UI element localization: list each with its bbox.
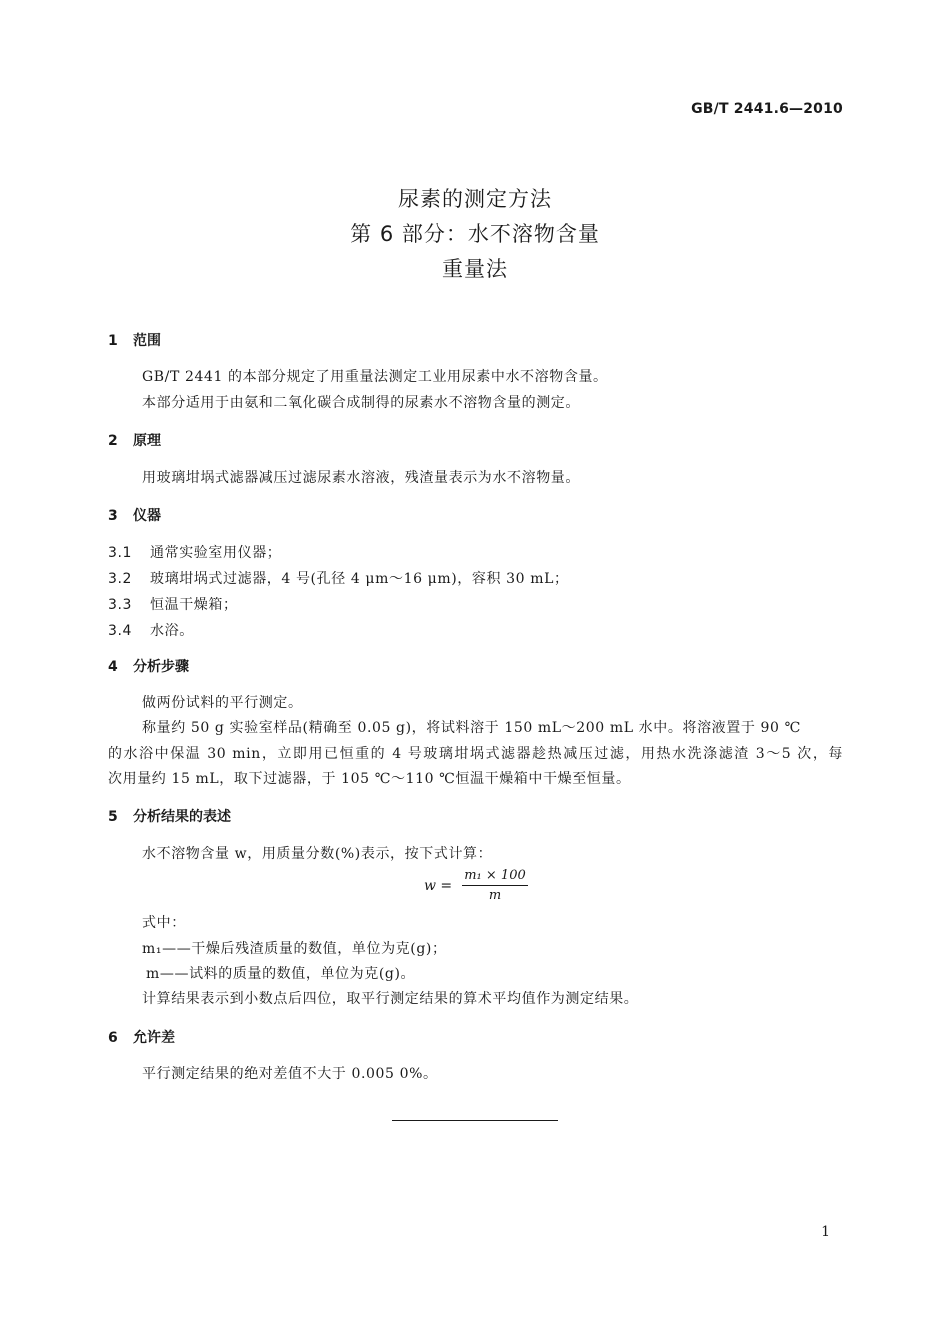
variable-definition: m₁——干燥后残渣质量的数值，单位为克(g)； bbox=[142, 941, 447, 957]
paragraph: 计算结果表示到小数点后四位，取平行测定结果的算术平均值作为测定结果。 bbox=[142, 991, 639, 1007]
section-1-heading bbox=[108, 330, 161, 350]
section-2-heading bbox=[108, 430, 161, 450]
list-item bbox=[108, 542, 281, 562]
formula-denominator: m bbox=[488, 888, 502, 903]
section-number: 1 bbox=[108, 333, 118, 349]
section-number: 4 bbox=[108, 659, 118, 675]
list-item bbox=[108, 568, 569, 588]
section-title: 分析步骤 bbox=[133, 659, 189, 675]
list-item bbox=[108, 594, 238, 614]
paragraph: 本部分适用于由氨和二氧化碳合成制得的尿素水不溶物含量的测定。 bbox=[142, 395, 580, 411]
item-text: 水浴。 bbox=[150, 623, 194, 639]
paragraph: 平行测定结果的绝对差值不大于 0.005 0%。 bbox=[142, 1066, 438, 1082]
section-title: 范围 bbox=[133, 333, 161, 349]
paragraph-line: 次用量约 15 mL，取下过滤器，于 105 ℃～110 ℃恒温干燥箱中干燥至恒量。 bbox=[108, 771, 631, 787]
paragraph: GB/T 2441 的本部分规定了用重量法测定工业用尿素中水不溶物含量。 bbox=[142, 369, 608, 385]
formula-lhs: w = bbox=[424, 878, 453, 894]
section-title: 仪器 bbox=[133, 508, 161, 524]
section-number: 5 bbox=[108, 809, 118, 825]
item-text: 玻璃坩埚式过滤器，4 号(孔径 4 μm～16 μm)，容积 30 mL； bbox=[150, 571, 569, 587]
section-4-heading bbox=[108, 656, 189, 676]
page-number: 1 bbox=[821, 1224, 830, 1240]
section-title: 允许差 bbox=[133, 1030, 175, 1046]
title-line-2: 第 6 部分：水不溶物含量 bbox=[350, 222, 600, 246]
section-3-heading bbox=[108, 505, 161, 525]
section-title: 原理 bbox=[133, 433, 161, 449]
section-number: 6 bbox=[108, 1030, 118, 1046]
item-text: 恒温干燥箱； bbox=[150, 597, 238, 613]
item-number: 3.2 bbox=[108, 571, 133, 587]
item-text: 通常实验室用仪器； bbox=[150, 545, 282, 561]
end-rule bbox=[392, 1120, 558, 1121]
paragraph-line: 的水浴中保温 30 min，立即用已恒重的 4 号玻璃坩埚式滤器趁热减压过滤，用热水洗涤滤渣 3～5 次，每 bbox=[108, 746, 843, 762]
formula bbox=[424, 868, 534, 908]
title-line-3: 重量法 bbox=[442, 257, 508, 281]
list-item bbox=[108, 620, 194, 640]
title-line-1: 尿素的测定方法 bbox=[398, 187, 552, 211]
standard-number: GB/T 2441.6—2010 bbox=[691, 101, 843, 117]
formula-numerator: m₁ × 100 bbox=[462, 868, 528, 886]
where-label: 式中： bbox=[142, 915, 186, 931]
section-5-heading bbox=[108, 806, 231, 826]
item-number: 3.3 bbox=[108, 597, 133, 613]
section-number: 2 bbox=[108, 433, 118, 449]
formula-fraction bbox=[462, 868, 528, 903]
paragraph: 用玻璃坩埚式滤器减压过滤尿素水溶液，残渣量表示为水不溶物量。 bbox=[142, 470, 580, 486]
paragraph: 水不溶物含量 w，用质量分数(%)表示，按下式计算： bbox=[142, 846, 493, 862]
item-number: 3.1 bbox=[108, 545, 133, 561]
section-6-heading bbox=[108, 1027, 175, 1047]
paragraph: 做两份试料的平行测定。 bbox=[142, 695, 303, 711]
paragraph-line: 称量约 50 g 实验室样品(精确至 0.05 g)，将试料溶于 150 mL～200 mL 水中。将溶液置于 90 ℃ bbox=[142, 720, 801, 736]
item-number: 3.4 bbox=[108, 623, 133, 639]
variable-definition: m——试料的质量的数值，单位为克(g)。 bbox=[146, 966, 416, 982]
section-number: 3 bbox=[108, 508, 118, 524]
section-title: 分析结果的表述 bbox=[133, 809, 231, 825]
